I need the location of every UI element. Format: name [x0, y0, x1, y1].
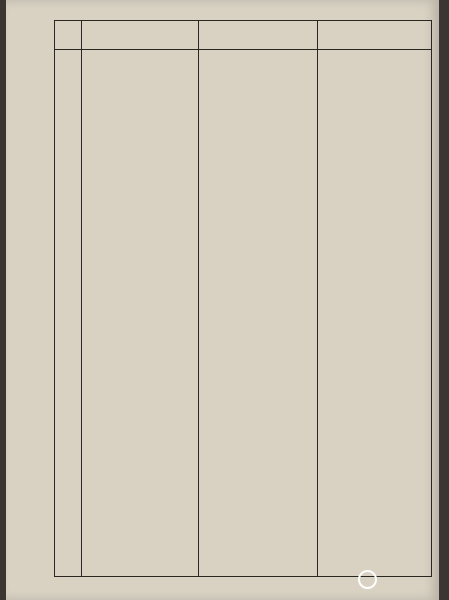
- lectionary-table: [54, 20, 432, 577]
- bazar-logo: [358, 570, 438, 596]
- column-divider: [198, 21, 199, 576]
- column-divider: [317, 21, 318, 576]
- column-divider: [81, 21, 82, 576]
- logo-icon: [358, 570, 377, 589]
- table-header: [55, 21, 431, 50]
- book-page: [6, 0, 439, 600]
